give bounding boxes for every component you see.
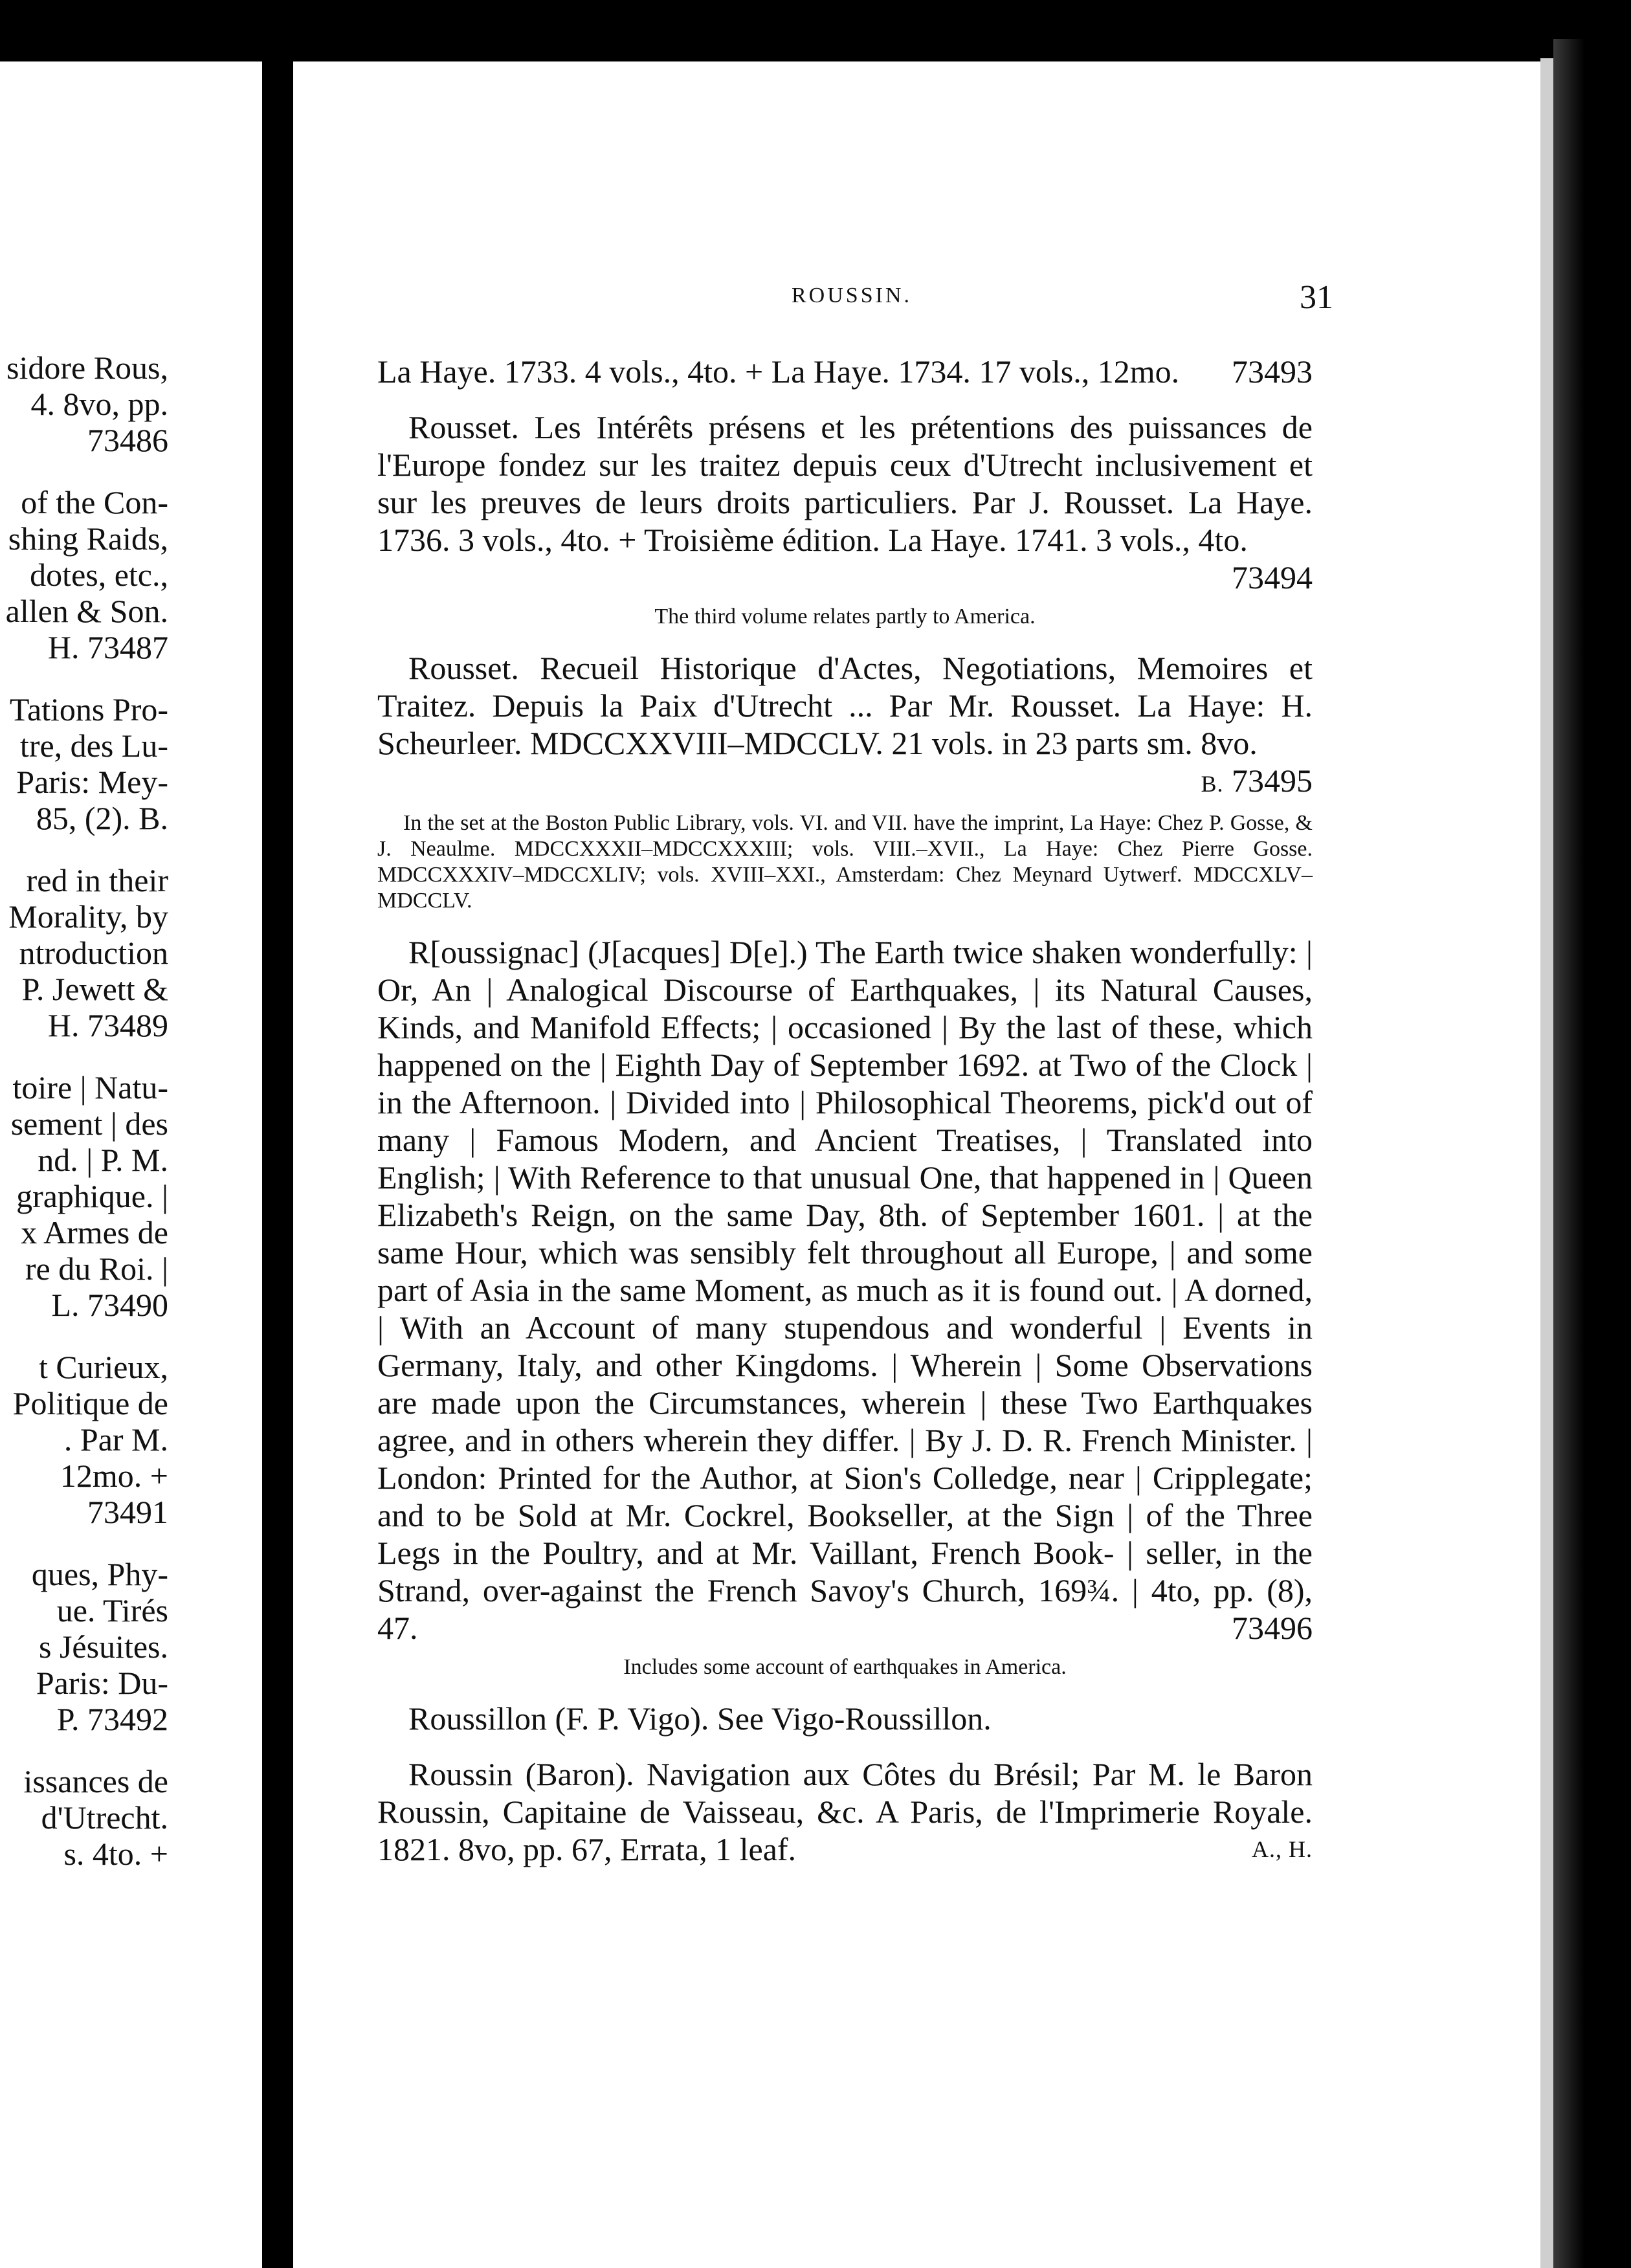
facing-page-line: 12mo. + [60, 1458, 168, 1494]
scan-top-border [0, 0, 1631, 61]
facing-page-line: H. 73487 [47, 629, 168, 665]
facing-page-line: H. 73489 [47, 1007, 168, 1043]
facing-page-line: d'Utrecht. [41, 1799, 168, 1836]
running-head: ROUSSIN. [792, 284, 912, 307]
entry-note: In the set at the Boston Public Library, vols. VI. and VII. have the imprint, La Haye: Chez P. Gosse, & J. Neaulme. MDCCXXXII–MDCCXXXIII; vols. VIII.–XVII., La Haye: Chez Pierre Gosse. MDCCXXXIV–MDCCXLIV; vols. XVIII–XXI., Amsterdam: Chez Meynard Uytwerf. MDCCXLV–MDCCLV. [377, 811, 1313, 913]
facing-page-line: Morality, by [8, 898, 168, 935]
facing-page-line: shing Raids, [8, 520, 168, 557]
bibliography-entries [377, 353, 1313, 1886]
entry-number-value: 73495 [1232, 762, 1313, 799]
facing-page-line: dotes, etc., [30, 557, 168, 593]
facing-page-line: P. Jewett & [21, 971, 168, 1007]
page-number: 31 [1300, 279, 1333, 316]
facing-page-line [0, 1043, 168, 1069]
entry-73495 [377, 649, 1313, 803]
entry-number: 73494 [1232, 559, 1313, 595]
facing-page-line: 73486 [87, 422, 168, 458]
facing-page-line: Paris: Du- [36, 1665, 168, 1701]
facing-page-line: nd. | P. M. [38, 1142, 168, 1178]
entry-roussillon [377, 1700, 1313, 1737]
facing-page-line [0, 1530, 168, 1556]
facing-page-line: 4. 8vo, pp. [30, 386, 168, 422]
entry-number: 73493 [1232, 353, 1313, 390]
facing-page-line: tre, des Lu- [19, 728, 168, 764]
facing-page-line: graphique. | [16, 1178, 168, 1214]
facing-page-line: P. 73492 [56, 1701, 168, 1737]
entry-text: R[oussignac] (J[acques] D[e].) The Earth twice shaken wonderfully: | Or, An | Analogical Discourse of Earthquakes, | its Natural Causes, Kinds, and Manifold Effects; | occasioned | By the last of these, which happened on the | Eighth Day of September 1692. at Two of the Clock | in the Afternoon. | Divided into | Philosophical Theorems, pick'd out of many | Famous Modern, and Ancient Treatises, | Translated into English; | With Reference to that unusual One, that happened in | Queen Elizabeth's Reign, on the same Day, 8th. of September 1601. | at the same Hour, which was sensibly felt throughout all Europe, | and some part of Asia in the same Moment, as much as it is found out. | A dorned, | With an Account of many stupendous and wonderful | Events in Germany, Italy, and other Kingdoms. | Wherein | Some Observations are made upon the Circumstances, wherein | these Two Earthquakes agree, and in others wherein they differ. | By J. D. R. French Minister. | London: Printed for the Author, at Sion's Colledge, near | Cripplegate; and to be Sold at Mr. Cockrel, Bookseller, at the Sign | of the Three Legs in the Poultry, and at Mr. Vaillant, French Book- | seller, in the Strand, over-against the French Savoy's Church, 169¾. | 4to, pp. (8), 47. [377, 934, 1313, 1646]
facing-page-line [0, 458, 168, 484]
entry-number: 73496 [1232, 1610, 1313, 1646]
facing-page-line: issances de [23, 1763, 168, 1799]
entry-text: Roussin (Baron). Navigation aux Côtes du Brésil; Par M. le Baron Roussin, Capitaine de Vaisseau, &c. A Paris, de l'Imprimerie Royale. 1821. 8vo, pp. 67, Errata, 1 leaf. [377, 1756, 1313, 1867]
book-gutter [262, 39, 293, 2268]
facing-page-line: L. 73490 [51, 1287, 168, 1323]
facing-page-line: red in their [26, 862, 168, 898]
facing-page-line: toire | Natu- [12, 1069, 168, 1106]
facing-page-text [0, 350, 168, 1872]
facing-page-line: ntroduction [19, 935, 168, 971]
entry-note: Includes some account of earthquakes in America. [623, 1655, 1067, 1679]
entry-73496 [377, 933, 1313, 1647]
facing-page-line: 73491 [87, 1494, 168, 1530]
facing-page-line: ques, Phy- [31, 1556, 168, 1592]
entry-text: La Haye. 1733. 4 vols., 4to. + La Haye. 1734. 17 vols., 12mo. [377, 353, 1180, 390]
entry-roussin [377, 1755, 1313, 1868]
facing-page-line: s. 4to. + [63, 1836, 168, 1872]
entry-text: Rousset. Recueil Historique d'Actes, Negotiations, Memoires et Traitez. Depuis la Paix d'Utrecht ... Par Mr. Rousset. La Haye: H. Scheurleer. MDCCXXVIII–MDCCLV. 21 vols. in 23 parts sm. 8vo. [377, 650, 1313, 761]
entry-source: B. [1201, 771, 1224, 797]
facing-page-line: ue. Tirés [56, 1592, 168, 1629]
entry-text: Roussillon (F. P. Vigo). See Vigo-Roussillon. [408, 1700, 992, 1737]
facing-page-line: of the Con- [21, 484, 168, 520]
facing-page-line: t Curieux, [39, 1349, 168, 1385]
entry-text: Rousset. Les Intérêts présens et les prétentions des puissances de l'Europe fondez sur les traitez depuis ceux d'Utrecht inclusivement et sur les preuves de leurs droits particuliers. Par J. Rousset. La Haye. 1736. 3 vols., 4to. + Troisième édition. La Haye. 1741. 3 vols., 4to. [377, 409, 1313, 558]
entry-note: The third volume relates partly to America. [654, 605, 1036, 628]
facing-page-line [0, 836, 168, 862]
facing-page-line: s Jésuites. [39, 1629, 168, 1665]
facing-page-line: Politique de [12, 1385, 168, 1421]
entry-73493 [377, 353, 1313, 390]
facing-page-line: Tations Pro- [9, 691, 168, 728]
facing-page-line: sement | des [10, 1106, 168, 1142]
entry-73494 [377, 408, 1313, 596]
facing-page-line [0, 1323, 168, 1349]
facing-page-line: allen & Son. [5, 593, 168, 629]
scan-right-border [1553, 39, 1631, 2268]
facing-page-line: Paris: Mey- [16, 764, 168, 800]
page-edge [1540, 58, 1555, 2268]
entry-source: A., H. [1252, 1836, 1313, 1862]
facing-page-line: x Armes de [21, 1214, 168, 1251]
facing-page-line: . Par M. [63, 1421, 168, 1458]
facing-page-line [0, 665, 168, 691]
facing-page-line: re du Roi. | [25, 1251, 168, 1287]
facing-page-line: sidore Rous, [6, 350, 168, 386]
entry-number [1170, 762, 1313, 803]
facing-page-line: 85, (2). B. [36, 800, 168, 836]
facing-page-line [0, 1737, 168, 1763]
